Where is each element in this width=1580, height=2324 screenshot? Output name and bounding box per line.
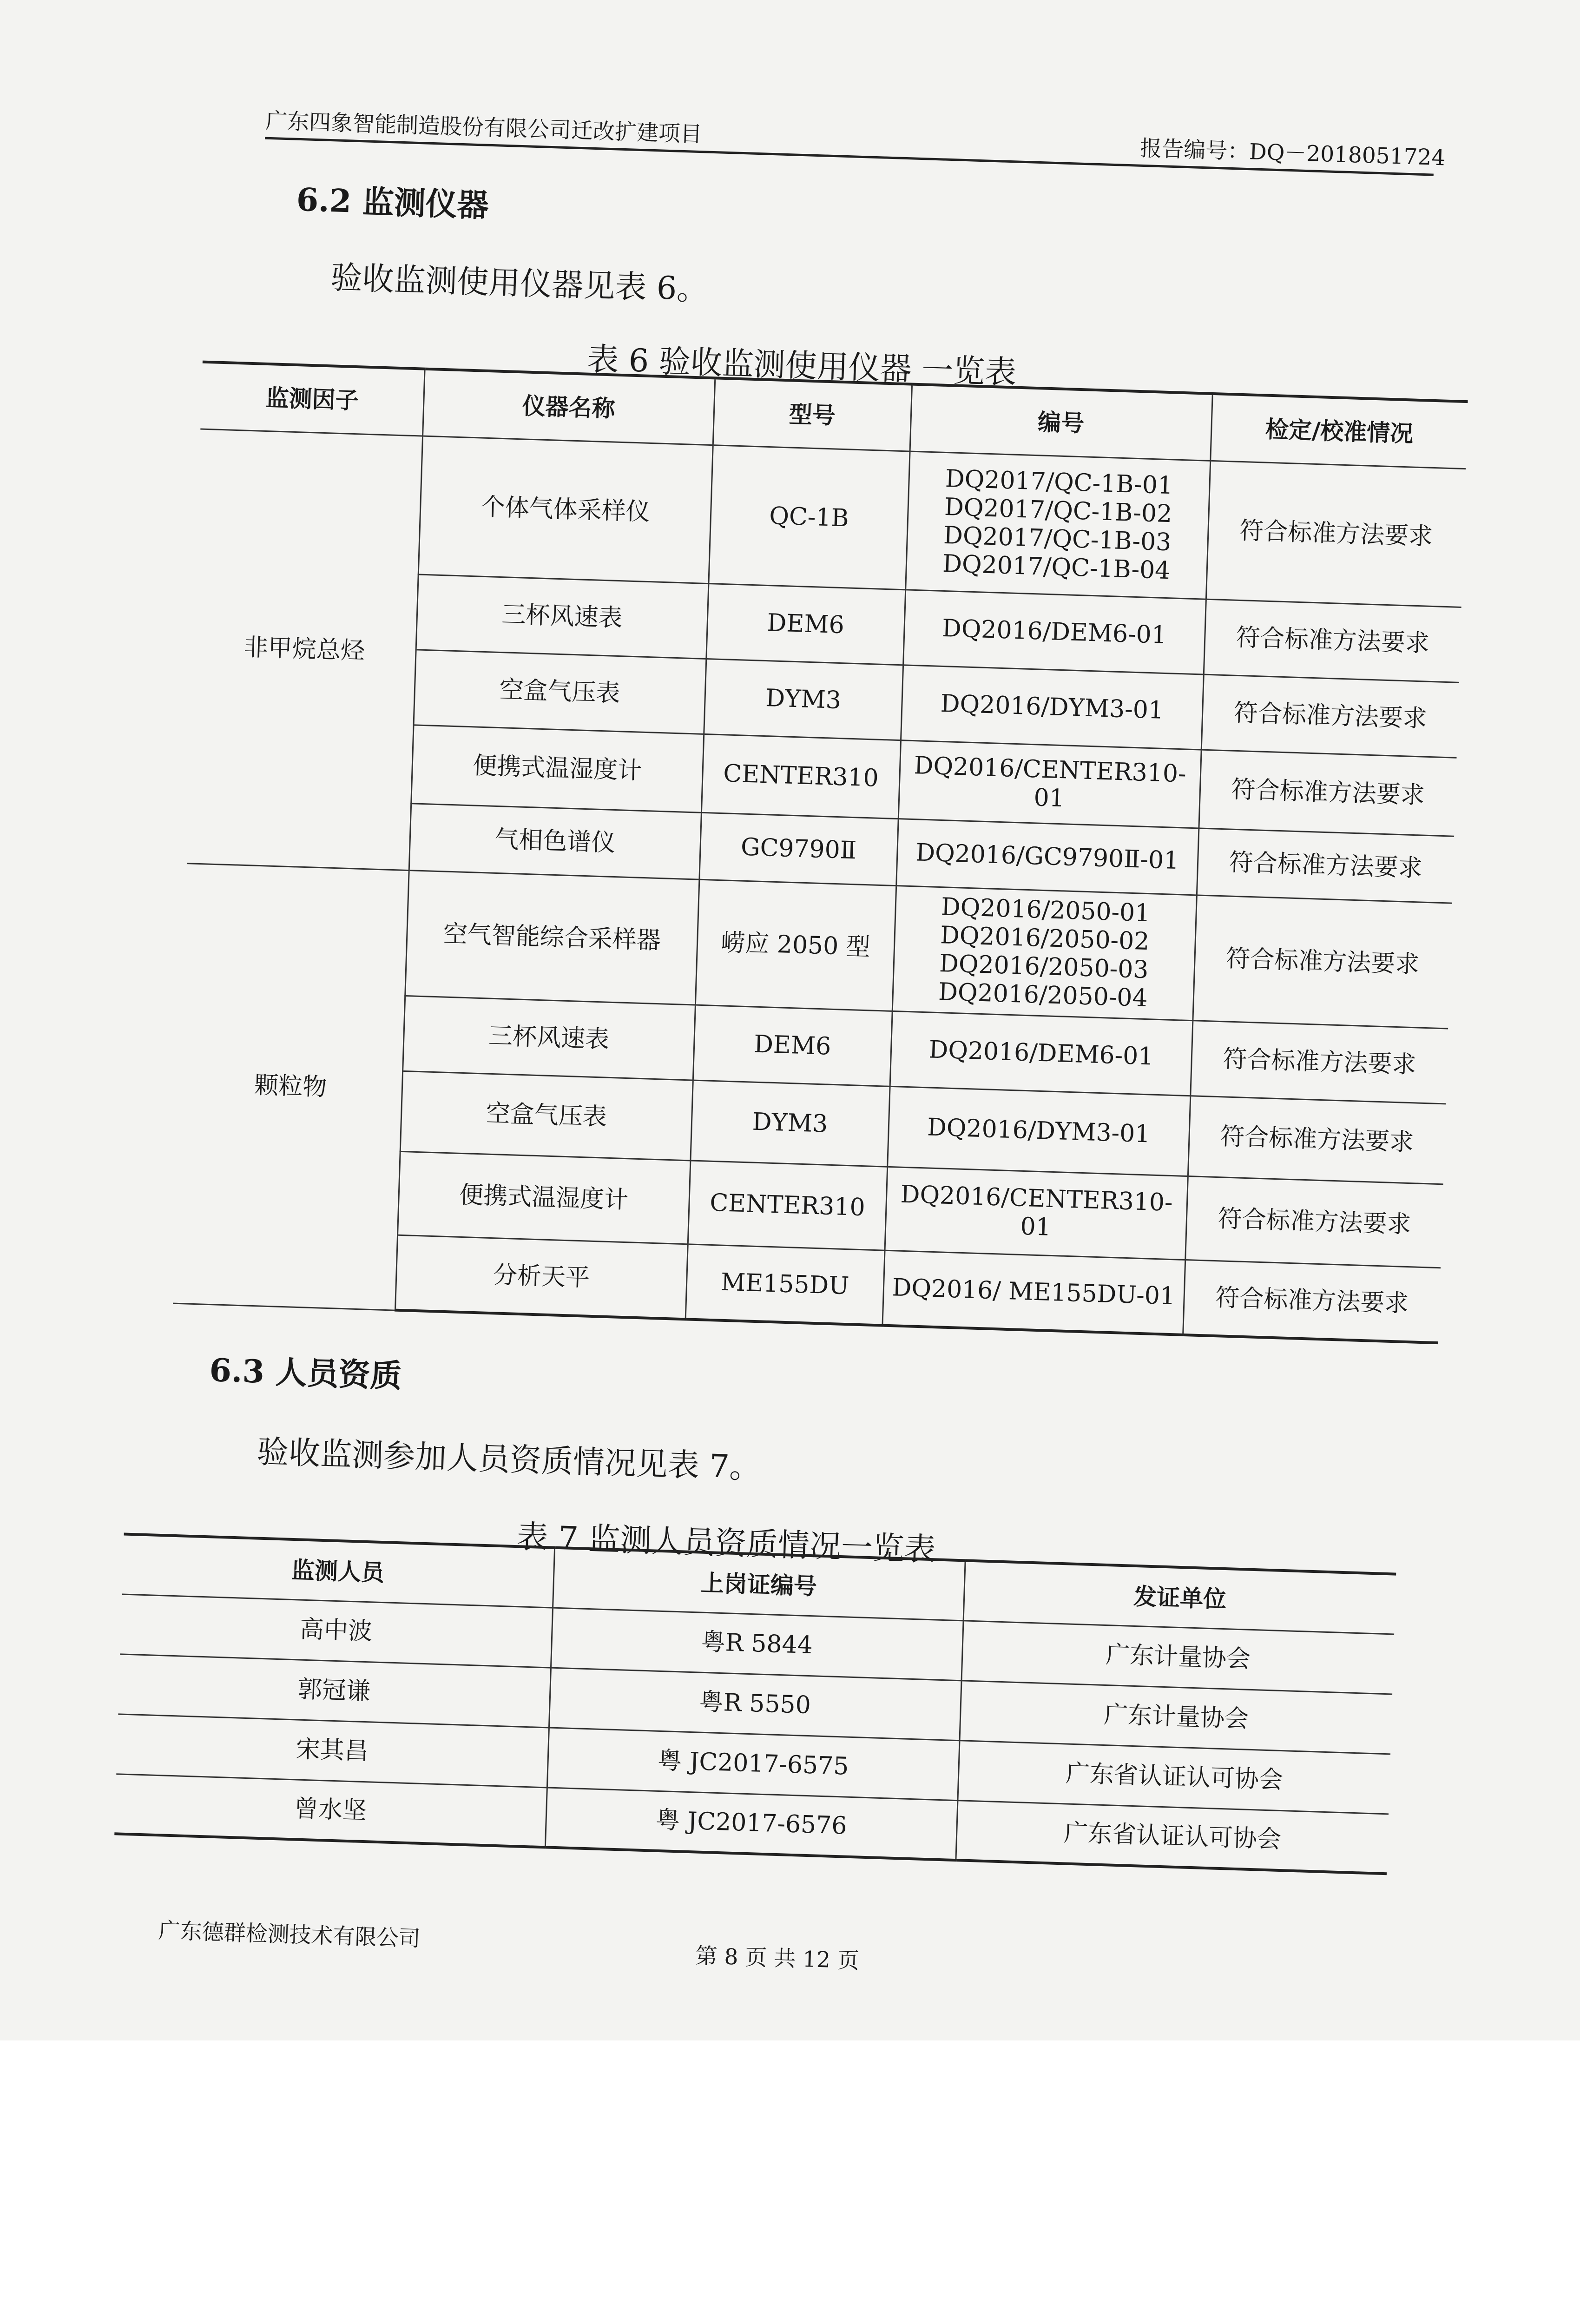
col-header: 监测因子 — [200, 362, 424, 436]
table7-caption: 表 7 监测人员资质情况一览表 — [516, 1519, 937, 1569]
model-cell: ME155DU — [685, 1244, 885, 1325]
serial-number-cell — [892, 885, 1197, 1020]
person-name-cell: 高中波 — [120, 1594, 553, 1667]
col-header: 上岗证编号 — [553, 1548, 965, 1621]
person-name-cell: 曾水坚 — [114, 1774, 547, 1847]
col-header: 检定/校准情况 — [1210, 394, 1468, 469]
serial-number: DQ2016/CENTER310- — [900, 1180, 1173, 1217]
serial-number-cell — [901, 665, 1204, 749]
instrument-name-cell: 个体气体采样仪 — [418, 436, 713, 583]
calibration-status-cell: 符合标准方法要求 — [1198, 750, 1456, 836]
serial-number: DQ2016/DYM3-01 — [940, 689, 1164, 725]
serial-number-cell — [905, 451, 1210, 599]
col-header: 发证单位 — [963, 1560, 1396, 1634]
col-header: 型号 — [713, 378, 912, 451]
serial-number: DQ2016/2050-04 — [938, 978, 1148, 1013]
person-name-cell: 宋其昌 — [116, 1714, 549, 1787]
issuing-authority-cell: 广东省认证认可协会 — [957, 1740, 1390, 1814]
calibration-status-cell: 符合标准方法要求 — [1197, 828, 1454, 903]
serial-number: DQ2017/QC-1B-01 — [945, 464, 1174, 500]
col-header: 仪器名称 — [422, 369, 715, 445]
instrument-name-cell: 空盒气压表 — [400, 1071, 693, 1161]
instrument-name-cell: 分析天平 — [395, 1235, 688, 1320]
model-cell: CENTER310 — [701, 734, 901, 819]
instrument-name-cell: 三杯风速表 — [416, 574, 709, 659]
issuing-authority-cell: 广东计量协会 — [960, 1680, 1393, 1754]
model-cell: DEM6 — [706, 583, 905, 665]
model-cell: CENTER310 — [688, 1160, 887, 1250]
model-cell: GC9790Ⅱ — [699, 812, 898, 885]
serial-number-cell — [903, 589, 1206, 674]
certificate-number-cell: 粤 JC2017-6576 — [545, 1787, 958, 1860]
calibration-status-cell: 符合标准方法要求 — [1206, 461, 1466, 607]
person-name-cell: 郭冠谦 — [118, 1654, 551, 1727]
instrument-name-cell: 三杯风速表 — [402, 996, 695, 1080]
instrument-name-cell: 空盒气压表 — [414, 649, 706, 734]
serial-number: DQ2016/2050-02 — [940, 921, 1150, 956]
personnel-table — [114, 1533, 1396, 1875]
footer-company: 广东德群检测技术有限公司 — [158, 1918, 421, 1952]
serial-number: DQ2016/2050-01 — [941, 893, 1151, 928]
certificate-number-cell: 粤 JC2017-6575 — [547, 1727, 960, 1800]
section-6-2-text: 验收监测使用仪器见表 6。 — [330, 259, 709, 308]
issuing-authority-cell: 广东省认证认可协会 — [955, 1800, 1389, 1874]
serial-number: 01 — [1020, 1212, 1052, 1241]
calibration-status-cell: 符合标准方法要求 — [1188, 1096, 1446, 1184]
table6-caption: 表 6 验收监测使用仪器 一览表 — [586, 341, 1017, 391]
certificate-number-cell: 粤R 5844 — [551, 1608, 963, 1681]
serial-number-cell — [896, 819, 1198, 895]
instrument-name-cell: 气相色谱仪 — [409, 803, 701, 879]
serial-number: 01 — [1033, 783, 1065, 812]
monitoring-factor-cell: 颗粒物 — [173, 863, 409, 1310]
section-6-3-text: 验收监测参加人员资质情况见表 7。 — [257, 1433, 762, 1486]
certificate-number-cell: 粤R 5550 — [549, 1668, 961, 1741]
serial-number: DQ2017/QC-1B-03 — [943, 521, 1172, 557]
calibration-status-cell: 符合标准方法要求 — [1204, 599, 1462, 682]
footer-page-number: 第 8 页 共 12 页 — [695, 1943, 860, 1974]
header-project: 广东四象智能制造股份有限公司迁改扩建项目 — [265, 108, 703, 148]
serial-number: DQ2016/DYM3-01 — [927, 1113, 1151, 1149]
instrument-name-cell: 空气智能综合采样器 — [405, 870, 699, 1004]
monitoring-factor-cell: 非甲烷总烃 — [187, 429, 422, 871]
serial-number: DQ2017/QC-1B-02 — [944, 493, 1173, 528]
serial-number-cell — [882, 1250, 1185, 1335]
serial-number: DQ2016/DEM6-01 — [941, 614, 1167, 649]
col-header: 监测人员 — [122, 1534, 555, 1608]
serial-number: DQ2016/2050-03 — [939, 950, 1149, 984]
section-6-2-title: 6.2 监测仪器 — [296, 181, 489, 224]
instrument-name-cell: 便携式温湿度计 — [397, 1151, 690, 1244]
section-6-3-title: 6.3 人员资质 — [209, 1352, 402, 1395]
model-cell: DYM3 — [690, 1080, 889, 1167]
model-cell: DYM3 — [704, 659, 903, 740]
calibration-status-cell: 符合标准方法要求 — [1192, 895, 1452, 1028]
model-cell: DEM6 — [693, 1005, 892, 1086]
serial-number: DQ2016/ ME155DU-01 — [891, 1273, 1176, 1311]
calibration-status-cell: 符合标准方法要求 — [1183, 1260, 1441, 1343]
model-cell: QC-1B — [708, 445, 909, 589]
col-header: 编号 — [910, 384, 1212, 461]
serial-number-cell — [885, 1167, 1188, 1260]
instrument-table — [173, 361, 1468, 1345]
serial-number: DQ2016/DEM6-01 — [928, 1035, 1154, 1071]
serial-number-cell — [898, 740, 1201, 828]
header-report-number: 报告编号：DQ－2018051724 — [1139, 135, 1446, 171]
serial-number-cell — [890, 1011, 1193, 1096]
serial-number-cell — [887, 1086, 1190, 1176]
issuing-authority-cell: 广东计量协会 — [961, 1620, 1395, 1694]
serial-number: DQ2016/GC9790Ⅱ-01 — [915, 838, 1180, 875]
model-cell: 崂应 2050 型 — [695, 879, 896, 1011]
calibration-status-cell: 符合标准方法要求 — [1185, 1176, 1443, 1268]
serial-number: DQ2016/CENTER310- — [913, 751, 1187, 788]
calibration-status-cell: 符合标准方法要求 — [1201, 674, 1459, 758]
calibration-status-cell: 符合标准方法要求 — [1190, 1020, 1448, 1103]
instrument-name-cell: 便携式温湿度计 — [411, 725, 704, 812]
serial-number: DQ2017/QC-1B-04 — [942, 549, 1171, 585]
